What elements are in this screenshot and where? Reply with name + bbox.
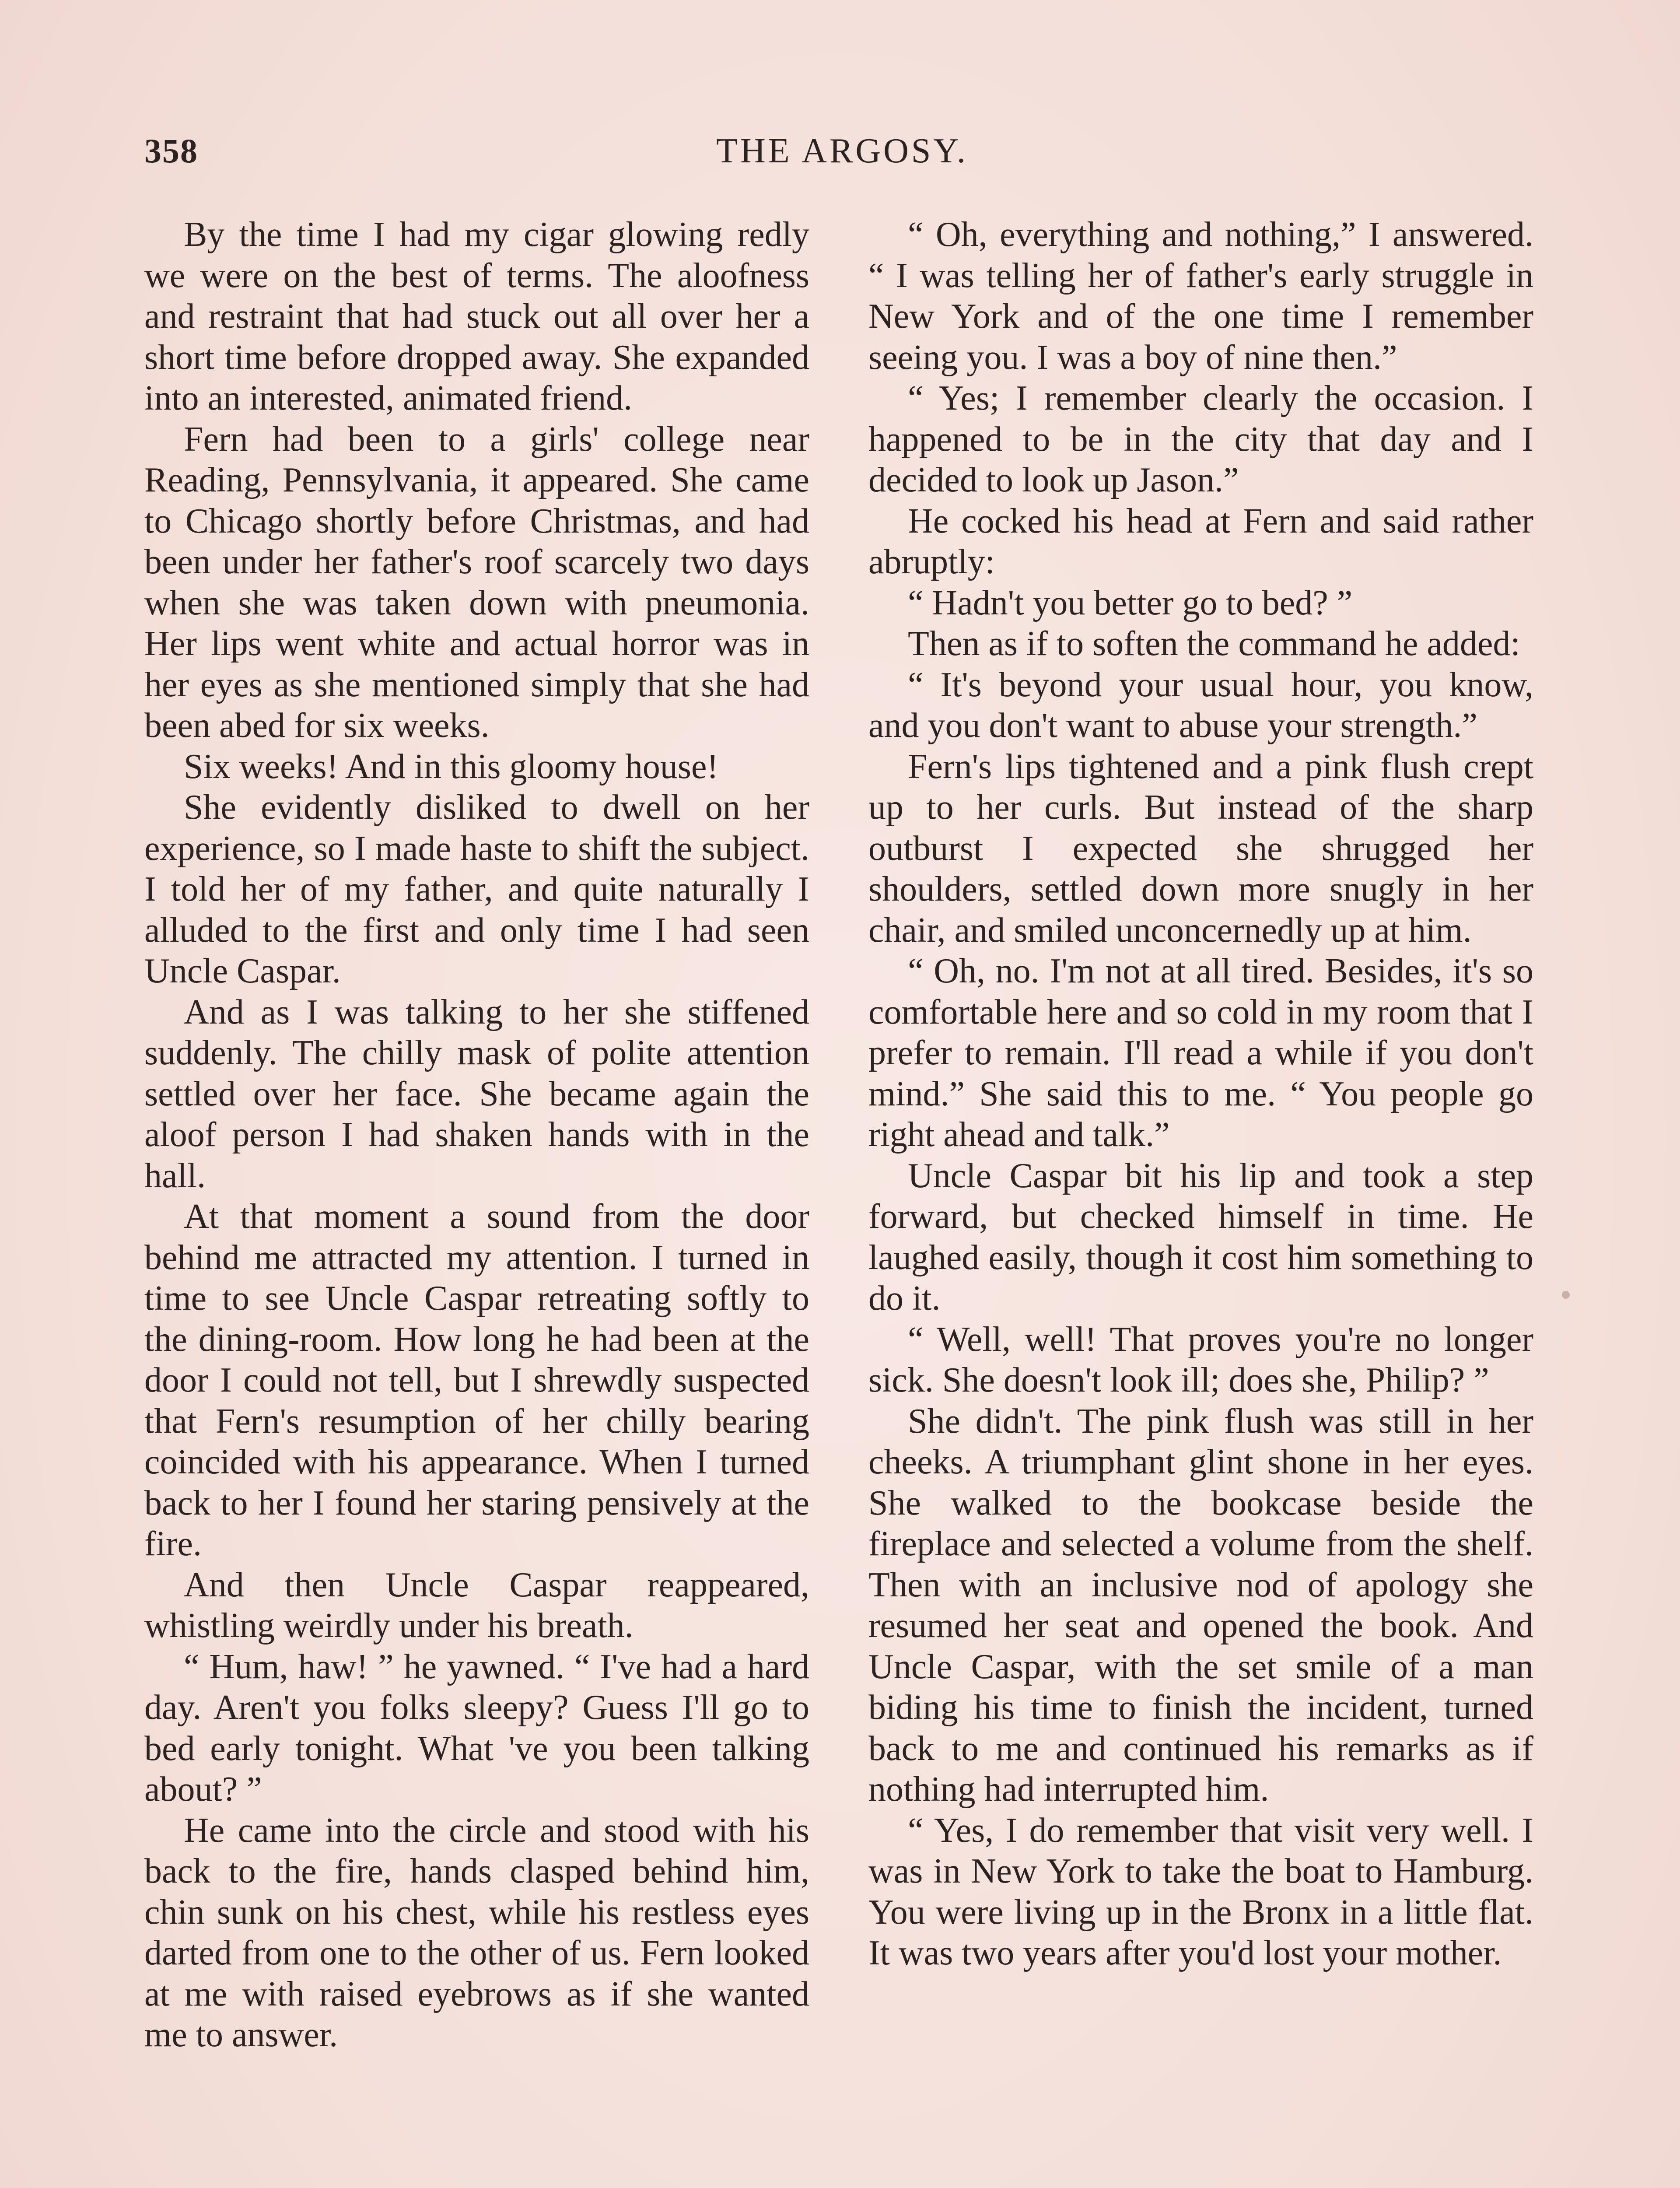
page-header (144, 131, 1540, 184)
paragraph: “ Hum, haw! ” he yawned. “ I've had a hard day. Aren't you folks sleepy? Guess I'll go to bed early tonight. What 've you been talking about? ” (144, 1647, 809, 1809)
paragraph: Then as if to soften the command he added: (908, 624, 1520, 663)
paragraph: “ Hadn't you better go to bed? ” (908, 583, 1353, 622)
right-text-column (868, 214, 1533, 1974)
paragraph: “ It's beyond your usual hour, you know, and you don't want to abuse your strength.” (868, 665, 1533, 745)
paragraph: “ Oh, no. I'm not at all tired. Besides, it's so comfortable here and so cold in my room that I prefer to remain. I'll read a while if you don't mind.” She said this to me. “ You people go right ahead and talk.” (868, 952, 1533, 1154)
paragraph: She didn't. The pink flush was still in her cheeks. A triumphant glint shone in her eyes. She walked to the bookcase beside the fireplace and selected a volume from the shelf. Then with an inclusive nod of apology she resumed her seat and opened the book. And Uncle Caspar, with the set smile of a man biding his time to finish the incident, turned back to me and continued his remarks as if nothing had interrupted him. (868, 1402, 1533, 1809)
paragraph: By the time I had my cigar glowing redly we were on the best of terms. The aloofness and restraint that had stuck out all over her a short time before dropped away. She expanded into an interested, animated friend. (144, 215, 809, 417)
paragraph: “ Oh, everything and nothing,” I answered. “ I was telling her of father's early struggle in New York and of the one time I remember seeing you. I was a boy of nine then.” (868, 215, 1533, 377)
paragraph: And as I was talking to her she stiffened suddenly. The chilly mask of polite attention settled over her face. She became again the aloof person I had shaken hands with in the hall. (144, 992, 809, 1195)
paragraph: He cocked his head at Fern and said rather abruptly: (868, 501, 1533, 581)
paragraph: And then Uncle Caspar reappeared, whistling weirdly under his breath. (144, 1565, 809, 1645)
paper-speck (1562, 1291, 1570, 1299)
running-head-title: THE ARGOSY. (716, 132, 968, 170)
paragraph: “ Well, well! That proves you're no longer sick. She doesn't look ill; does she, Philip? ” (868, 1320, 1533, 1399)
paragraph: Uncle Caspar bit his lip and took a step forward, but checked himself in time. He laughed easily, though it cost him something to do it. (868, 1156, 1533, 1318)
paragraph: At that moment a sound from the door behind me attracted my attention. I turned in time to see Uncle Caspar retreating softly to the dining-room. How long he had been at the door I could not tell, but I shrewdly suspected that Fern's resumption of her chilly bearing coincided with his appearance. When I turned back to her I found her staring pensively at the fire. (144, 1197, 809, 1563)
paragraph: Fern's lips tightened and a pink flush crept up to her curls. But instead of the sharp outburst I expected she shrugged her shoulders, settled down more snugly in her chair, and smiled unconcernedly up at him. (868, 747, 1533, 950)
page-number: 358 (144, 132, 198, 170)
paragraph: Fern had been to a girls' college near Reading, Pennsylvania, it appeared. She came to Chicago shortly before Christmas, and had been under her father's roof scarcely two days when she was taken down with pneumonia. Her lips went white and actual horror was in her eyes as she mentioned simply that she had been abed for six weeks. (144, 420, 809, 745)
paragraph: “ Yes, I do remember that visit very well. I was in New York to take the boat to Hamburg. You were living up in the Bronx in a little flat. It was two years after you'd lost your mother. (868, 1811, 1533, 1972)
paragraph: She evidently disliked to dwell on her experience, so I made haste to shift the subject. I told her of my father, and quite naturally I alluded to the first and only time I had seen Uncle Caspar. (144, 788, 809, 990)
paragraph: Six weeks! And in this gloomy house! (184, 747, 719, 786)
paragraph: He came into the circle and stood with his back to the fire, hands clasped behind him, chin sunk on his chest, while his restless eyes darted from one to the other of us. Fern looked at me with raised eyebrows as if she wanted me to answer. (144, 1811, 809, 2054)
left-text-column (144, 214, 809, 2056)
paragraph: “ Yes; I remember clearly the occasion. I happened to be in the city that day and I decided to look up Jason.” (868, 379, 1533, 499)
